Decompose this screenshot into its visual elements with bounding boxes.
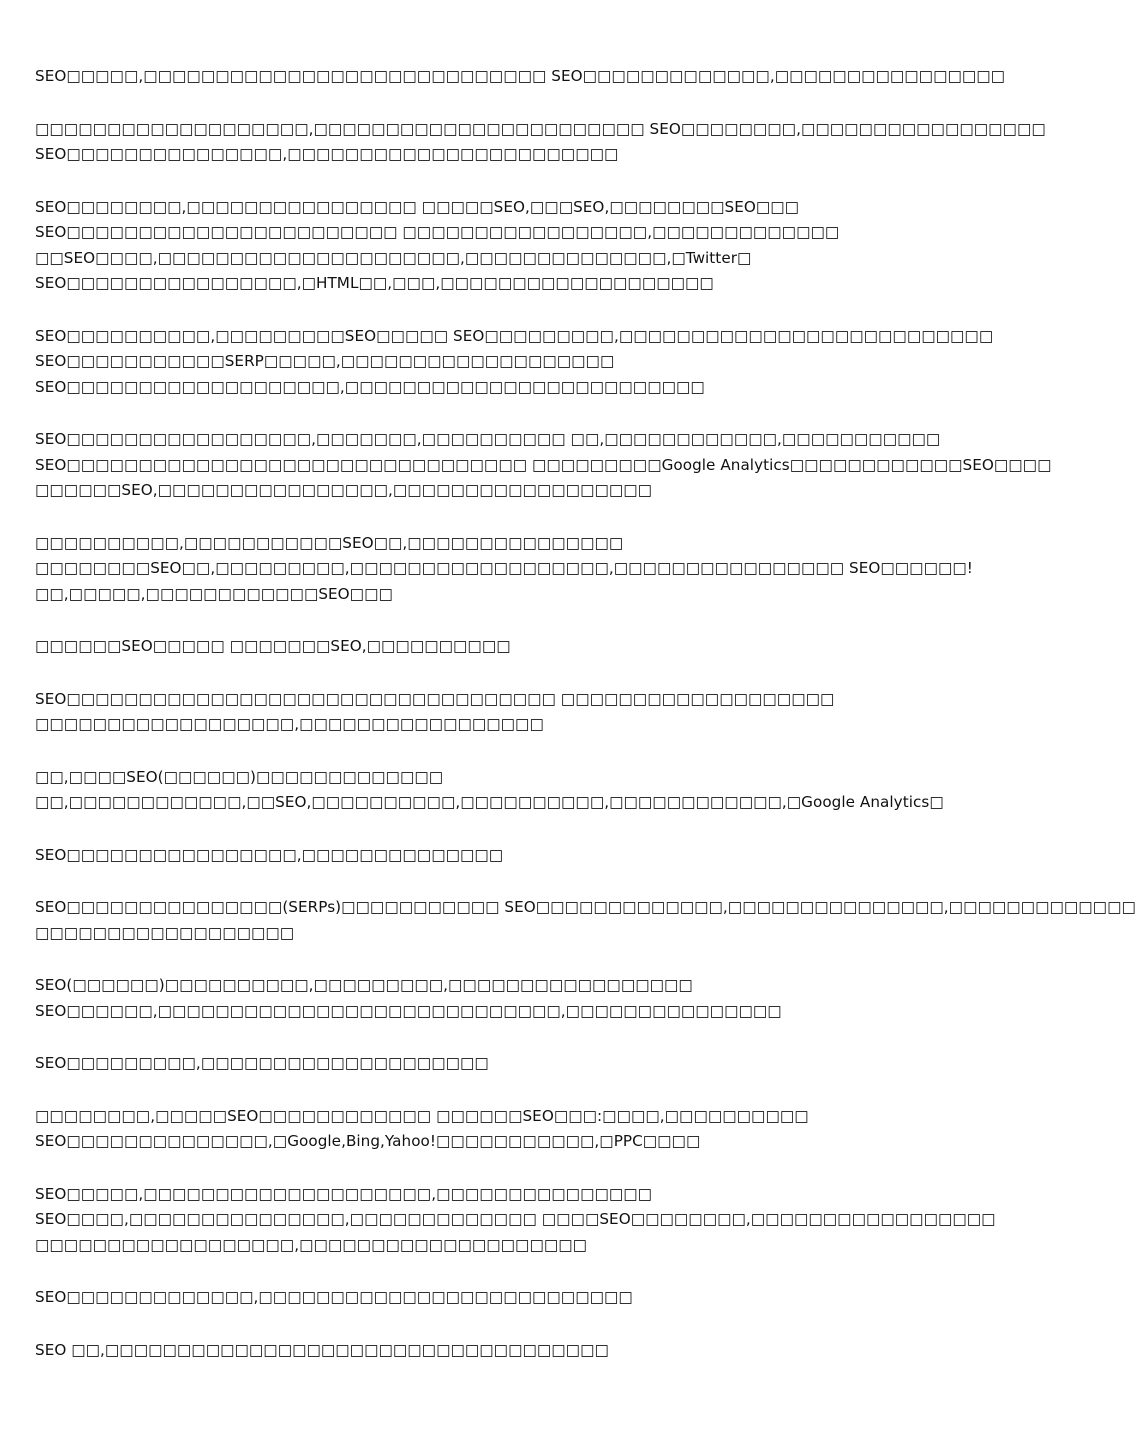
text-line: SEO □□,□□□□□□□□□□□□□□□□□□□□□□□□□□□□□□□□□□□ xyxy=(35,1340,609,1359)
text-line: □□□□□□□□SEO□□,□□□□□□□□□,□□□□□□□□□□□□□□□□□□,□□□□□□□□□□□□□□□□ SEO□□□□□□! xyxy=(35,559,973,577)
paragraph xyxy=(35,195,995,297)
text-line: SEO□□□□□□□□,□□□□□□□□□□□□□□□□ □□□□□SEO,□□□SEO,□□□□□□□□SEO□□□ xyxy=(35,197,800,216)
text-line: □□SEO□□□□,□□□□□□□□□□□□□□□□□□□□□,□□□□□□□□□□□□□□,□Twitter□ xyxy=(35,248,752,267)
paragraph xyxy=(35,973,995,1024)
text-line: SEO□□□□□□□□□□□□□□□(SERPs)□□□□□□□□□□□ SEO□□□□□□□□□□□□□,□□□□□□□□□□□□□□□,□□□□□□□□□□□□□ xyxy=(35,898,1136,916)
text-line: SEO□□□□□,□□□□□□□□□□□□□□□□□□□□□□□□□□□□ SEO□□□□□□□□□□□□□,□□□□□□□□□□□□□□□□ xyxy=(35,67,1006,85)
paragraph xyxy=(35,1051,995,1077)
text-line: □□□□□□SEO□□□□□ □□□□□□□SEO,□□□□□□□□□□ xyxy=(35,637,511,655)
text-line: SEO□□□□□□□□□,□□□□□□□□□□□□□□□□□□□□ xyxy=(35,1054,489,1072)
text-line: □□□□□□□□□□□□□□□□□□,□□□□□□□□□□□□□□□□□ xyxy=(35,715,544,733)
text-line: SEO□□□□□□□□□□□□□□□□□□□□□□□ □□□□□□□□□□□□□□□□□,□□□□□□□□□□□□□ xyxy=(35,223,840,241)
text-line: SEO(□□□□□□)□□□□□□□□□□,□□□□□□□□□,□□□□□□□□□□□□□□□□□ xyxy=(35,976,693,994)
text-line: SEO□□□□□□□□□□□□□□,□Google,Bing,Yahoo!□□□□□□□□□□□,□PPC□□□□ xyxy=(35,1132,701,1150)
text-line: □□□□□□□□,□□□□□SEO□□□□□□□□□□□□ □□□□□□SEO□□□:□□□□,□□□□□□□□□□ xyxy=(35,1106,809,1125)
paragraph xyxy=(35,1104,995,1155)
text-line: □□□□□□SEO,□□□□□□□□□□□□□□□□,□□□□□□□□□□□□□□□□□□ xyxy=(35,481,653,499)
text-line: SEO□□□□□,□□□□□□□□□□□□□□□□□□□□,□□□□□□□□□□□□□□□ xyxy=(35,1184,653,1203)
paragraph xyxy=(35,64,1006,90)
text-line: SEO□□□□,□□□□□□□□□□□□□□□,□□□□□□□□□□□□□ □□□□SEO□□□□□□□□,□□□□□□□□□□□□□□□□□ xyxy=(35,1210,996,1228)
text-line: □□□□□□□□□□,□□□□□□□□□□□SEO□□,□□□□□□□□□□□□□□□ xyxy=(35,533,624,552)
text-line: SEO□□□□□□□□□□,□□□□□□□□□SEO□□□□□ SEO□□□□□□□□□,□□□□□□□□□□□□□□□□□□□□□□□□□□ xyxy=(35,326,994,345)
text-line: SEO□□□□□□□□□□□□□,□□□□□□□□□□□□□□□□□□□□□□□□□□ xyxy=(35,1288,633,1306)
text-line: □□□□□□□□□□□□□□□□□□ xyxy=(35,923,295,942)
paragraph xyxy=(35,843,995,869)
paragraph xyxy=(35,1182,995,1259)
paragraph xyxy=(35,117,1046,168)
text-line: SEO□□□□□□,□□□□□□□□□□□□□□□□□□□□□□□□□□□□,□□□□□□□□□□□□□□□ xyxy=(35,1001,782,1020)
paragraph xyxy=(35,1338,995,1364)
paragraph xyxy=(35,765,995,816)
paragraph xyxy=(35,687,995,738)
text-line: SEO□□□□□□□□□□□□□□□□□□□,□□□□□□□□□□□□□□□□□□□□□□□□□ xyxy=(35,377,705,396)
text-line: SEO□□□□□□□□□□□SERP□□□□□,□□□□□□□□□□□□□□□□□□□ xyxy=(35,352,615,370)
paragraph xyxy=(35,895,1136,946)
paragraph xyxy=(35,1285,995,1311)
text-line: SEO□□□□□□□□□□□□□□□□□,□□□□□□□,□□□□□□□□□□ □□,□□□□□□□□□□□□,□□□□□□□□□□□ xyxy=(35,430,941,448)
document-body xyxy=(35,64,1136,1390)
text-line: SEO□□□□□□□□□□□□□□□□,□□□□□□□□□□□□□□ xyxy=(35,845,504,864)
paragraph xyxy=(35,634,995,660)
text-line: SEO□□□□□□□□□□□□□□□,□□□□□□□□□□□□□□□□□□□□□□□ xyxy=(35,145,619,163)
text-line: □□□□□□□□□□□□□□□□□□,□□□□□□□□□□□□□□□□□□□□ xyxy=(35,1235,588,1254)
text-line: □□,□□□□SEO(□□□□□□)□□□□□□□□□□□□□ xyxy=(35,767,444,786)
paragraph xyxy=(35,531,995,608)
paragraph xyxy=(35,324,995,401)
text-line: □□,□□□□□,□□□□□□□□□□□□SEO□□□ xyxy=(35,584,393,603)
text-line: SEO□□□□□□□□□□□□□□□□□□□□□□□□□□□□□□□□□□ □□□□□□□□□□□□□□□□□□□ xyxy=(35,689,835,708)
text-line: SEO□□□□□□□□□□□□□□□□□□□□□□□□□□□□□□□□ □□□□□□□□□Google Analytics□□□□□□□□□□□□SEO□□□□ xyxy=(35,455,1052,474)
text-line: □□□□□□□□□□□□□□□□□□□,□□□□□□□□□□□□□□□□□□□□□□□ SEO□□□□□□□□,□□□□□□□□□□□□□□□□□ xyxy=(35,119,1046,138)
text-line: SEO□□□□□□□□□□□□□□□□,□HTML□□,□□□,□□□□□□□□□□□□□□□□□□□ xyxy=(35,274,714,292)
text-line: □□,□□□□□□□□□□□□,□□SEO,□□□□□□□□□□,□□□□□□□□□□,□□□□□□□□□□□□,□Google Analytics□ xyxy=(35,793,944,811)
paragraph xyxy=(35,427,1052,504)
